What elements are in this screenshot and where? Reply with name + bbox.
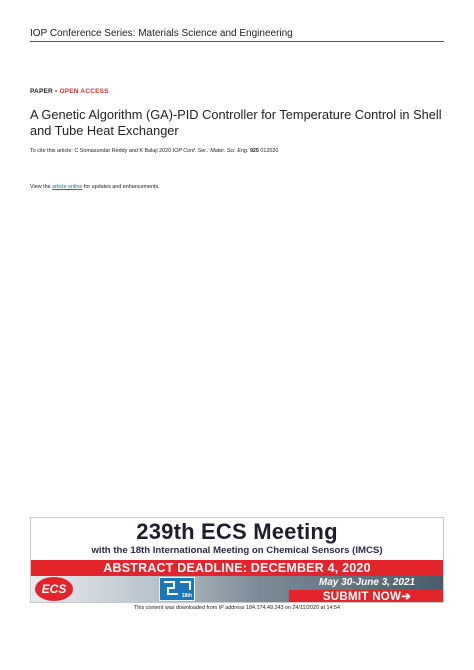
- separator-dot: •: [54, 88, 58, 95]
- article-online-link[interactable]: article online: [52, 184, 83, 190]
- banner-subtitle: with the 18th International Meeting on Chemical Sensors (IMCS): [91, 545, 383, 556]
- view-suffix: for updates and enhancements.: [82, 184, 160, 190]
- header-divider: [30, 41, 444, 42]
- journal-series-header: IOP Conference Series: Materials Science and Engineering: [30, 28, 293, 39]
- view-online-line: [30, 184, 160, 190]
- citation-line: [30, 148, 278, 154]
- citation-volume: 925: [249, 148, 259, 154]
- banner-title: 239th ECS Meeting: [136, 519, 338, 544]
- open-access-label: OPEN ACCESS: [59, 88, 109, 95]
- article-title: A Genetic Algorithm (GA)-PID Controller for Temperature Control in Shell and Tube Heat Exchanger: [30, 107, 442, 138]
- citation-number: 012020: [258, 148, 279, 154]
- download-note: This content was downloaded from IP address 184.174.49.243 on 24/11/2020 at 14:54: [134, 605, 340, 611]
- imcs-logo-icon: [159, 577, 195, 601]
- ecs-logo-icon: ECS: [35, 577, 73, 601]
- paper-access-line: [30, 88, 109, 95]
- meeting-dates: May 30-June 3, 2021: [318, 577, 416, 588]
- citation-prefix: To cite this article: C Somasundar Reddy and K Balaji 2020: [30, 148, 173, 154]
- imcs-edition-number: 18th: [181, 593, 192, 599]
- banner-bottom-strip: [31, 576, 443, 603]
- citation-journal: IOP Conf. Ser.: Mater. Sci. Eng.: [172, 148, 249, 154]
- paper-type-label: PAPER: [30, 88, 53, 95]
- submit-now-button[interactable]: SUBMIT NOW➔: [289, 590, 444, 603]
- ecs-meeting-banner[interactable]: [30, 517, 444, 603]
- abstract-deadline: ABSTRACT DEADLINE: DECEMBER 4, 2020: [31, 560, 443, 576]
- view-prefix: View the: [30, 184, 53, 190]
